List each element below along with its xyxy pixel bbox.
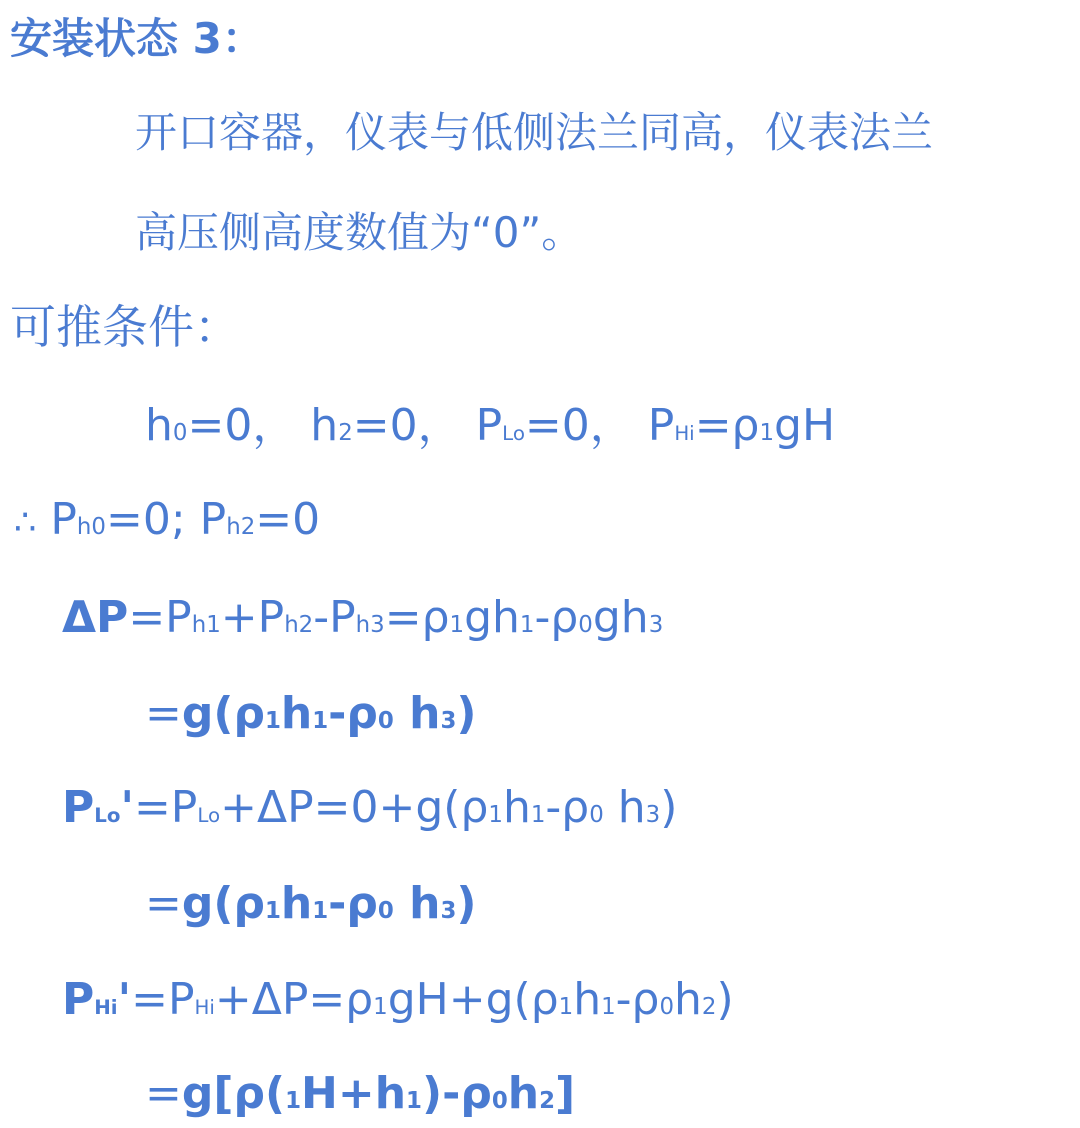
equation-5: PLo'=PLo+ΔP=0+g(ρ1h1-ρ0 h3) — [62, 782, 678, 833]
equation-2: ∴ Ph0=0; Ph2=0 — [14, 494, 321, 545]
equation-8: =g[ρ(1H+h1)-ρ0h2] — [145, 1068, 576, 1119]
description-line-1: 开口容器，仪表与低侧法兰同高，仪表法兰 — [135, 108, 934, 157]
equation-3: ΔP=Ph1+Ph2-Ph3=ρ1gh1-ρ0gh3 — [62, 592, 664, 643]
equation-6: =g(ρ1h1-ρ0 h3) — [145, 878, 477, 929]
section-title: 安装状态 3： — [10, 14, 264, 63]
conditions-heading: 可推条件： — [10, 300, 240, 354]
description-line-2: 高压侧高度数值为“0”。 — [135, 208, 584, 257]
equation-1: h0=0， h2=0， PLo=0， PHi=ρ1gH — [145, 400, 836, 451]
equation-4: =g(ρ1h1-ρ0 h3) — [145, 688, 477, 739]
equation-7: PHi'=PHi+ΔP=ρ1gH+g(ρ1h1-ρ0h2) — [62, 974, 734, 1025]
